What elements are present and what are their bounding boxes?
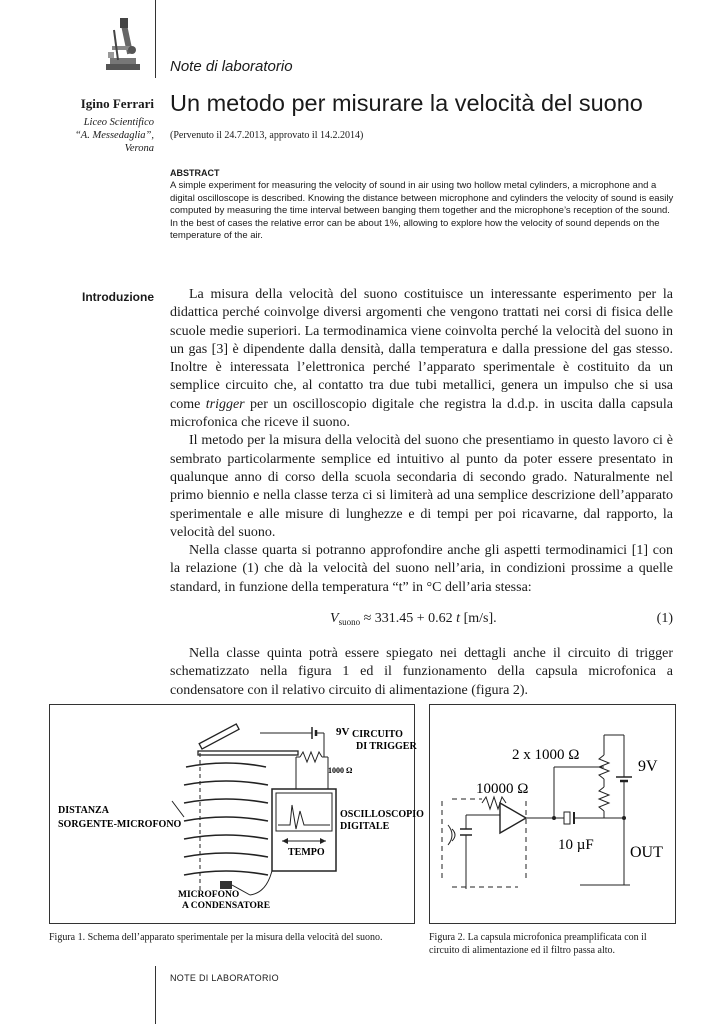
affiliation-line: Liceo Scientifico [83,117,154,128]
fig1-label-time: TEMPO [288,847,325,858]
figure-1-caption: Figura 1. Schema dell’apparato sperimentale per la misura della velocità del suono. [49,932,383,943]
body-text [170,286,673,700]
affiliation-line: “A. Messedaglia”, [74,130,154,141]
fig1-label-circuit: CIRCUITO [352,729,403,740]
abstract-text: A simple experiment for measuring the velocity of sound in air using two hollow metal cylinders, a microphone and a digital oscilloscope is described. Knowing the distance between microphone and cylinders the velocity of sound is easily computed by measuring the time interval between banging them together and the microphone’s reception of the sound. In the best of cases the relative error can be about 1%, allowing to explore how the velocity of sound depends on the temperature of the air. [170,180,674,242]
equation-formula: $V_{suono} \approx 331.45 + 0.62$ t [m/s]. [330,611,497,628]
equation-number: (1) [656,611,673,627]
section-label: Note di laboratorio [170,58,293,75]
figure-2 [429,704,676,924]
figure-2-caption: Figura 2. La capsula microfonica preamplificata con il circuito di alimentazione ed il filtro passa alto. [429,932,647,956]
fig1-label-9v: 9V [336,726,350,738]
fig2-label-capacitor: 10 µF [558,837,594,853]
fig2-label-9v: 9V [638,758,658,775]
fig1-label-oscilloscope: OSCILLOSCOPIO [340,809,424,820]
fig2-label-out: OUT [630,844,663,861]
fig2-label-resistors: 2 x 1000 Ω [512,747,580,763]
fig1-label-circuit: DI TRIGGER [356,741,417,752]
footer-vertical-rule [155,966,156,1024]
article-title: Un metodo per misurare la velocità del suono [170,90,643,116]
fig1-label-distance: DISTANZA [58,805,109,816]
abstract-heading: ABSTRACT [170,168,220,178]
fig1-label-resistor: 1000 Ω [328,766,353,775]
header-vertical-rule [155,0,156,78]
author-affiliation [75,116,154,155]
fig1-label-microphone: A CONDENSATORE [182,901,271,911]
author-name: Igino Ferrari [80,96,154,111]
equation [170,601,673,637]
received-date: (Pervenuto il 24.7.2013, approvato il 14.2.2014) [170,130,364,141]
paragraph: Il metodo per la misura della velocità del suono che presentiamo in questo lavoro ci è sembrato particolarmente semplice ed intuitivo al punto da poter essere presentato in qualunque anno di corso della scuola secondaria di secondo grado. Naturalmente nel primo biennio e nella classe terza ci si limiterà ad una semplice descrizione dell’apparato sperimentale e alle misure di lunghezze e di tempi per poi ricavarne, dal rapporto, la velocità del suono. [170,433,673,540]
fig1-label-oscilloscope: DIGITALE [340,821,390,832]
section-heading: Introduzione [82,290,154,304]
paragraph: Nella classe quinta potrà essere spiegato nei dettagli anche il circuito di trigger schematizzato nella figura 1 ed il funzionamento della capsula microfonica a condensatore con il relativo circuito di alimentazione (figura 2). [170,646,673,698]
affiliation-line: Verona [124,143,154,154]
fig2-label-10000: 10000 Ω [476,781,529,797]
fig1-label-distance: SORGENTE-MICROFONO [58,819,182,830]
microscope-icon [104,16,142,74]
figure-1 [49,704,424,924]
figure-1-diagram [50,705,424,923]
figure-2-diagram [430,705,675,923]
fig1-label-microphone: MICROFONO [178,890,240,900]
paragraph: La misura della velocità del suono costituisce un interessante esperimento per la didattica perché coinvolge diversi argomenti che vengono trattati nei corsi di fisica delle scuole medie superiori. La termodinamica viene coinvolta perché la velocità del suono in un gas [3] è dipendente dalla densità, dalla temperatura e dalla pressione del gas stesso. Inoltre è interessata l’elettronica perché l’apparato sperimentale è costituito da un semplice circuito che, al contatto tra due tubi metallici, genera un impulso che si usa come trigger per un oscilloscopio digitale che registra la d.d.p. in uscita dalla capsula microfonica che riceve il suono. [170,287,673,431]
paragraph: Nella classe quarta si potranno approfondire anche gli aspetti termodinamici [1] con la relazione (1) che dà la velocità del suono nell’aria, in condizioni prossime a quelle standard, in funzione della temperatura “t” in °C dell’aria stessa: [170,543,673,595]
running-footer: NOTE DI LABORATORIO [170,973,279,983]
